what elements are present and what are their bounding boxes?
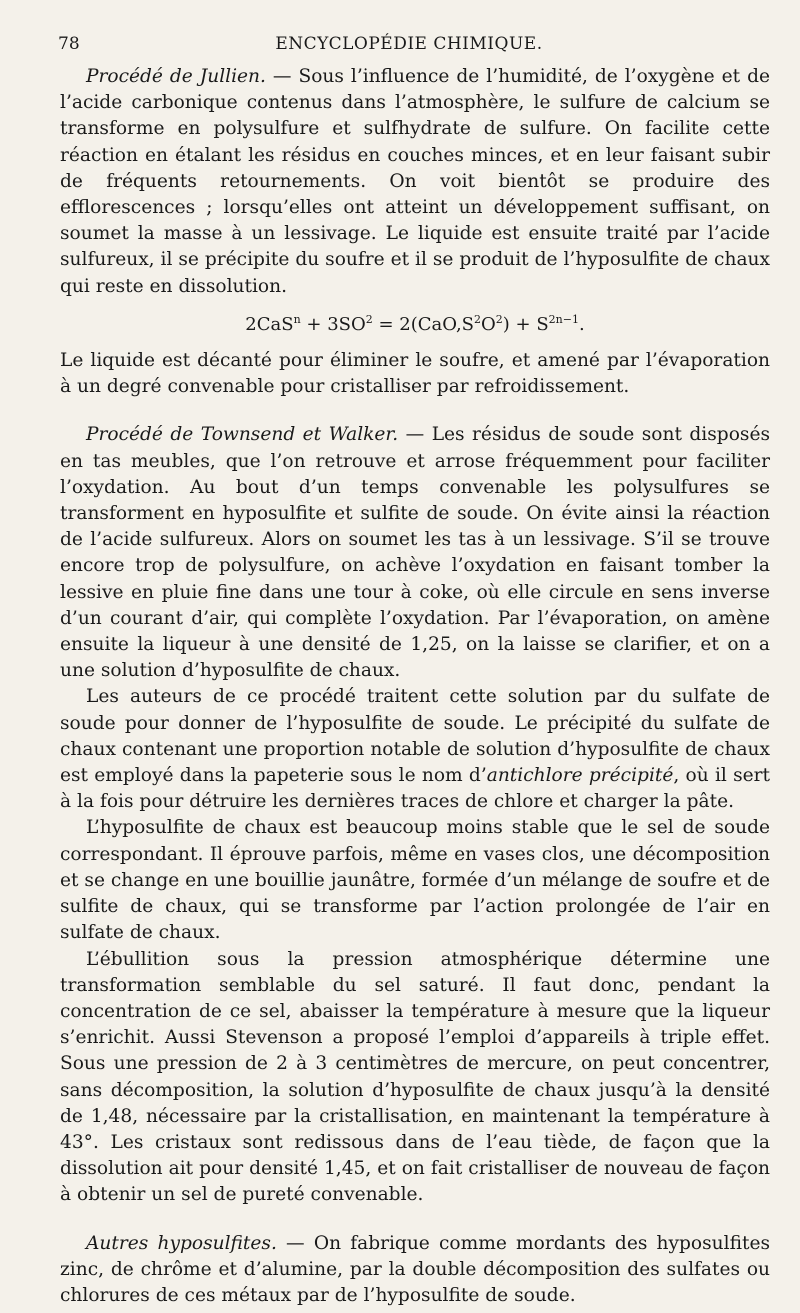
formula-sup: 2 [495,312,503,326]
section-lead-jullien: Procédé de Jullien. [86,66,266,87]
paragraph-text: Les auteurs de ce procédé traitent cette solution par du sulfate de soude pour donner de l’hyposulfite de soude. Le précipité du sulfate de chaux contenant une proportion notable de solution d’hyposulfite de chaux est employé dans la papeterie sous le nom d’ [60,686,770,787]
body-text [60,64,770,1309]
formula-sup: 2n−1 [548,312,579,326]
formula-part: O [481,313,496,335]
paragraph-text: — Sous l’influence de l’humidité, de l’oxygène et de l’acide carbonique contenus dans l’atmosphère, le sulfure de calcium se transforme en polysulfure et sulfhydrate de sulfure. On facilite cette réaction en étalant les résidus en couches minces, et en leur faisant subir de fréquents retournements. On voit bientôt se produire des efflorescences ; lorsqu’elles ont atteint un développement suffisant, on soumet la masse à un lessivage. Le liquide est ensuite traité par l’acide sulfureux, il se précipite du soufre et il se produit de l’hyposulfite de chaux qui reste en dissolution. [60,66,770,297]
formula-part: 2CaS [245,313,294,335]
formula-sup: 2 [365,312,373,326]
chemical-equation [60,312,770,338]
paragraph-jullien [60,64,770,300]
page-number: 78 [58,34,80,54]
paragraph-text: — Les résidus de soude sont disposés en tas meubles, que l’on retrouve et arrose fréquemment pour faciliter l’oxydation. Au bout d’un temps convenable les polysulfures se transforment en hyposulfite et sulfite de soude. On évite ainsi la réaction de l’acide sulfureux. Alors on soumet les tas à un lessivage. S’il se trouve encore trop de polysulfure, on achève l’oxydation en faisant tomber la lessive en pluie fine dans une tour à coke, où elle circule en sens inverse d’un courant d’air, qui complète l’oxydation. Par l’évaporation, on amène ensuite la liqueur à une densité de 1,25, on la laisse se clarifier, et on a une solution d’hyposulfite de chaux. [60,424,770,682]
paragraph-stability: L’hyposulfite de chaux est beaucoup moins stable que le sel de soude correspondant. Il éprouve parfois, même en vases clos, une décomposition et se change en une bouillie jaunâtre, formée d’un mélange de soufre et de sulfite de chaux, qui se transforme par l’action prolongée de l’air en sulfate de chaux. [60,817,770,944]
paragraph-after-formula: Le liquide est décanté pour éliminer le soufre, et amené par l’évaporation à un degré convenable pour cristalliser par refroidissement. [60,350,770,398]
formula-sup: n [293,312,301,326]
running-title: ENCYCLOPÉDIE CHIMIQUE. [275,34,543,54]
formula-sup: 2 [474,312,482,326]
formula-part: = 2(CaO,S [372,313,475,335]
paragraph-ebullition: L’ébullition sous la pression atmosphérique détermine une transformation semblable du sel saturé. Il faut donc, pendant la concentration de ce sel, abaisser la température à mesure que la liqueur s’enrichit. Aussi Stevenson a proposé l’emploi d’appareils à triple effet. Sous une pression de 2 à 3 centimètres de mercure, on peut concentrer, sans décomposition, la solution d’hyposulfite de chaux jusqu’à la densité de 1,48, nécessaire par la cristallisation, en maintenant la température à 43°. Les cristaux sont redissous dans de l’eau tiède, de façon que la dissolution ait pour densité 1,45, et on fait cristalliser de nouveau de façon à obtenir un sel de pureté convenable. [60,948,770,1206]
paragraph-antichlore [60,684,770,815]
paragraph-text: — On fabrique comme mordants des hyposulfites zinc, de chrôme et d’alumine, par la double décomposition des sulfates ou chlorures de ces métaux par de l’hyposulfite de soude. [60,1232,771,1306]
formula-part: ) + S [502,313,549,335]
section-lead-autres: Autres hyposulfites. [86,1232,277,1254]
italic-term: antichlore précipité [486,765,674,787]
formula-part: + 3SO [300,313,366,335]
page-header [58,34,760,60]
section-lead-townsend: Procédé de Townsend et Walker. [86,424,399,446]
paragraph-text: , où il sert à la fois pour détruire les dernières traces de chlore et charger la pâte. [60,765,770,813]
paragraph-autres [60,1231,770,1310]
paragraph-townsend [60,422,770,684]
formula-part: . [578,313,585,335]
